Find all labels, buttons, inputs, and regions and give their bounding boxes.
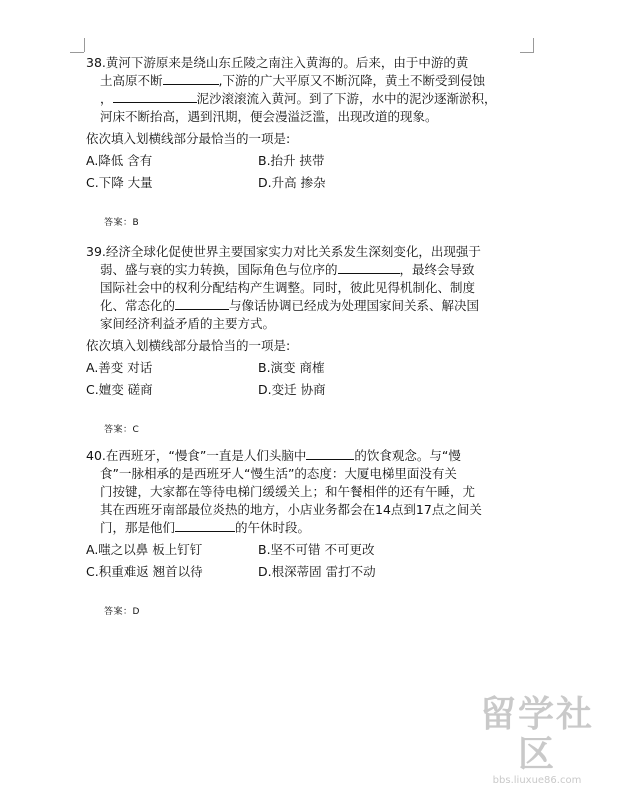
question-stem: 39.经济全球化促使世界主要国家实力对比关系发生深刻变化，出现强于 弱、盛与衰的实力转换，国际角色与位序的 ，最终会导致 国际社会中的权利分配结构产生调整。同时，彼此见得机制化、制度 化、常态化的 与像话协调已经成为处理国家间关系、解决国 家间经济利益矛盾的主要方式。	[86, 244, 481, 331]
answer-blank	[113, 90, 197, 103]
option-c: C.积重难返 翘首以待	[86, 564, 203, 579]
crop-mark-top-right	[520, 52, 534, 53]
option-b: B.演变 商榷	[258, 360, 325, 375]
answer-key: 答案：D	[104, 607, 140, 617]
crop-mark-top-left	[70, 38, 85, 52]
question-40	[86, 447, 556, 621]
watermark-logo: 留学社区	[479, 694, 594, 775]
crop-mark-top-right	[533, 38, 548, 52]
options-list	[86, 359, 556, 399]
question-number: 39.	[86, 244, 106, 259]
watermark-url: bbs.liuxue86.com	[492, 775, 582, 786]
answer-key: 答案：C	[104, 425, 140, 435]
question-number: 38.	[86, 55, 106, 70]
option-b: B.抬升 挟带	[258, 153, 325, 168]
answer-blank	[338, 261, 400, 274]
option-a: A.嗤之以鼻 板上钉钉	[86, 542, 203, 557]
question-38	[86, 54, 556, 232]
option-d: D.根深蒂固 雷打不动	[258, 564, 376, 579]
crop-mark-top-left	[70, 52, 84, 53]
answer-blank	[175, 519, 235, 532]
site-watermark	[462, 694, 612, 786]
options-list	[86, 152, 556, 192]
question-number: 40.	[86, 448, 106, 463]
option-c: C.嬗变 磋商	[86, 382, 153, 397]
question-stem: 40.在西班牙，“慢食”一直是人们头脑中 的饮食观念。与“慢 食”一脉相承的是西班牙人“慢生活”的态度：大厦电梯里面没有关 门按键，大家都在等待电梯门缓缓关上；和午餐相伴的还有午睡，尤 其在西班牙南部最位炎热的地方，小店业务都会在14点到17点之间关 门，那是他们 的午休时段。	[86, 448, 482, 535]
option-d: D.升高 掺杂	[258, 175, 326, 190]
question-39	[86, 243, 556, 439]
option-a: A.降低 含有	[86, 153, 153, 168]
answer-blank	[306, 447, 354, 460]
options-list	[86, 541, 556, 581]
answer-key: 答案：B	[104, 218, 140, 228]
question-prompt: 依次填入划横线部分最恰当的一项是:	[86, 338, 291, 353]
option-c: C.下降 大量	[86, 175, 153, 190]
question-stem: 38.黄河下游原来是绕山东丘陵之南注入黄海的。后来，由于中游的黄 土高原不断 ,下游的广大平原又不断沉降，黄土不断受到侵蚀 ， 泥沙滚滚流入黄河。到了下游，水中的泥沙逐渐淤积， 河床不断抬高，遇到汛期，便会漫溢泛滥，出现改道的现象。	[86, 55, 497, 124]
option-a: A.善变 对话	[86, 360, 153, 375]
option-b: B.坚不可错 不可更改	[258, 542, 375, 557]
question-prompt: 依次填入划横线部分最恰当的一项是:	[86, 131, 291, 146]
answer-blank	[175, 297, 229, 310]
answer-blank	[163, 72, 219, 85]
option-d: D.变迁 协商	[258, 382, 326, 397]
